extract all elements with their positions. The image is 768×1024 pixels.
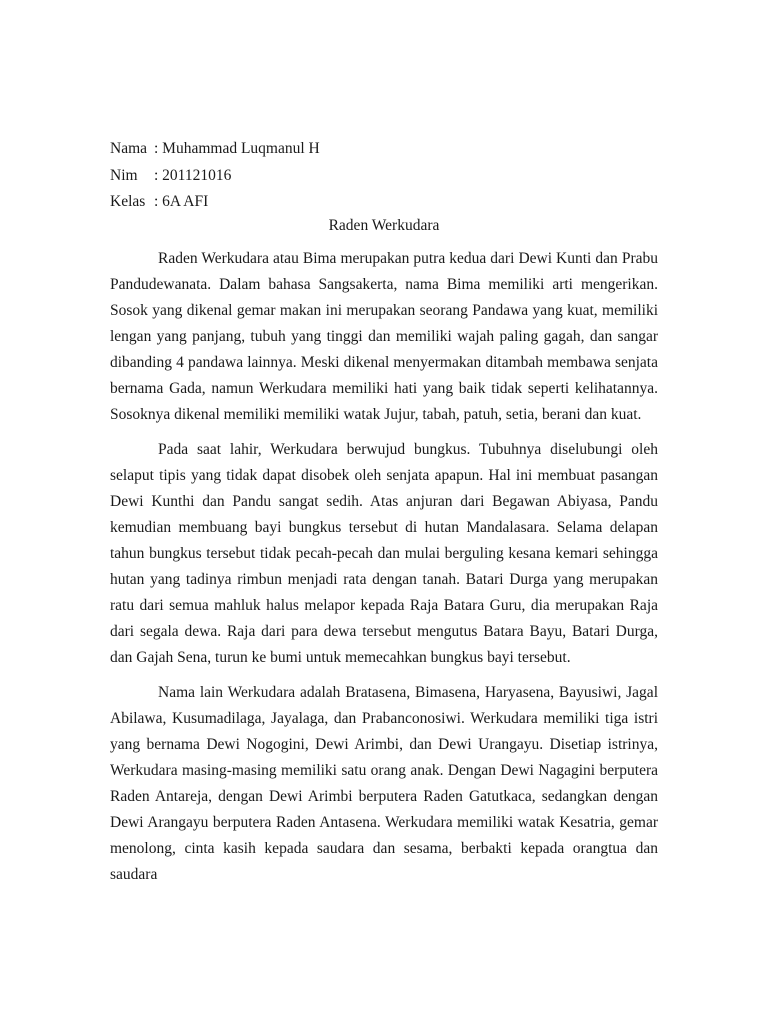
- document-body: [110, 246, 658, 897]
- student-info: [110, 136, 660, 216]
- kelas-value: : 6A AFI: [154, 193, 209, 210]
- nim-value: : 201121016: [154, 166, 232, 184]
- nama-row: [110, 136, 660, 163]
- kelas-label: Kelas: [110, 193, 146, 210]
- kelas-row: [110, 189, 660, 216]
- nim-label: Nim: [110, 166, 138, 184]
- paragraph-1: Raden Werkudara atau Bima merupakan putra kedua dari Dewi Kunti dan Prabu Pandudewanata. Dalam bahasa Sangsakerta, nama Bima memiliki arti mengerikan. Sosok yang dikenal gemar makan ini merupakan seorang Pandawa yang kuat, memiliki lengan yang panjang, tubuh yang tinggi dan memiliki wajah paling gagah, dan sangar dibanding 4 pandawa lainnya. Meski dikenal menyermakan ditambah membawa senjata bernama Gada, namun Werkudara memiliki hati yang baik tidak seperti kelihatannya. Sosoknya dikenal memiliki memiliki watak Jujur, tabah, patuh, setia, berani dan kuat.: [110, 250, 658, 423]
- nim-row: [110, 163, 660, 190]
- paragraph-2: Pada saat lahir, Werkudara berwujud bungkus. Tubuhnya diselubungi oleh selaput tipis yang tidak dapat disobek oleh senjata apapun. Hal ini membuat pasangan Dewi Kunthi dan Pandu sangat sedih. Atas anjuran dari Begawan Abiyasa, Pandu kemudian membuang bayi bungkus tersebut di hutan Mandalasara. Selama delapan tahun bungkus tersebut tidak pecah-pecah dan mulai berguling kesana kemari sehingga hutan yang tadinya rimbun menjadi rata dengan tanah. Batari Durga yang merupakan ratu dari semua mahluk halus melapor kepada Raja Batara Guru, dia merupakan Raja dari segala dewa. Raja dari para dewa tersebut mengutus Batara Bayu, Batari Durga, dan Gajah Sena, turun ke bumi untuk memecahkan bungkus bayi tersebut.: [110, 441, 658, 666]
- nama-value: : Muhammad Luqmanul H: [154, 140, 320, 157]
- nama-label: Nama: [110, 140, 148, 157]
- paragraph-3: Nama lain Werkudara adalah Bratasena, Bimasena, Haryasena, Bayusiwi, Jagal Abilawa, Kusumadilaga, Jayalaga, dan Prabanconosiwi. Werkudara memiliki tiga istri yang bernama Dewi Nogogini, Dewi Arimbi, dan Dewi Urangayu. Disetiap istrinya, Werkudara masing-masing memiliki satu orang anak. Dengan Dewi Nagagini berputera Raden Antareja, dengan Dewi Arimbi berputera Raden Gatutkaca, sedangkan dengan Dewi Arangayu berputera Raden Antasena. Werkudara memiliki watak Kesatria, gemar menolong, cinta kasih kepada saudara dan sesama, berbakti kepada orangtua dan saudara: [110, 684, 658, 883]
- document-title: Raden Werkudara: [328, 217, 440, 234]
